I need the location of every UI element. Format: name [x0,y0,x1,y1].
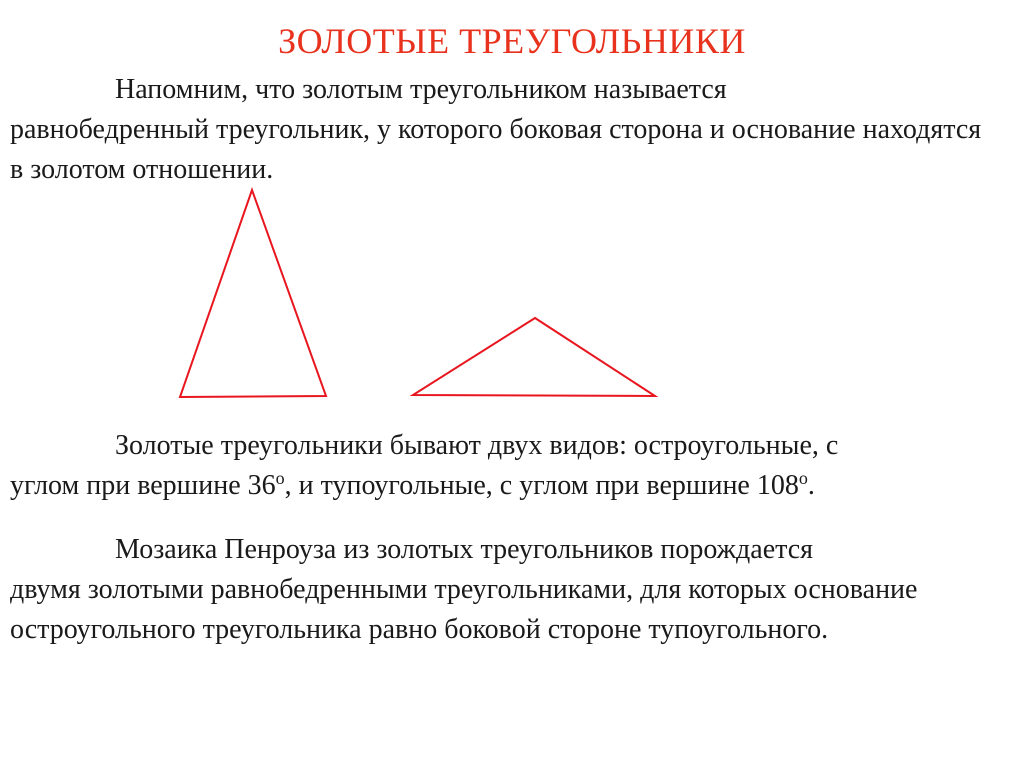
degree-mark-36: o [275,468,285,488]
types-paragraph [10,426,1010,506]
intro-line-1: Напомним, что золотым треугольником называется [115,74,727,105]
penrose-rest: двумя золотыми равнобедренными треугольниками, для которых основание остроугольного треугольника равно боковой стороне тупоугольного. [10,574,918,645]
types-part-a: углом при вершине 36 [10,470,276,501]
intro-rest: равнобедренный треугольник, у которого боковая сторона и основание находятся в золотом отношении. [10,114,982,185]
penrose-paragraph [10,530,1010,650]
slide-title: ЗОЛОТЫЕ ТРЕУГОЛЬНИКИ [278,21,746,61]
types-part-b: , и тупоугольные, с углом при вершине 108 [284,470,799,501]
types-line-1: Золотые треугольники бывают двух видов: остроугольные, с [115,430,839,461]
degree-mark-108: o [798,468,808,488]
types-end: . [807,470,815,501]
acute-golden-triangle-icon [180,190,326,397]
penrose-line-1: Мозаика Пенроуза из золотых треугольников порождается [115,534,814,565]
obtuse-golden-triangle-icon [413,318,655,396]
